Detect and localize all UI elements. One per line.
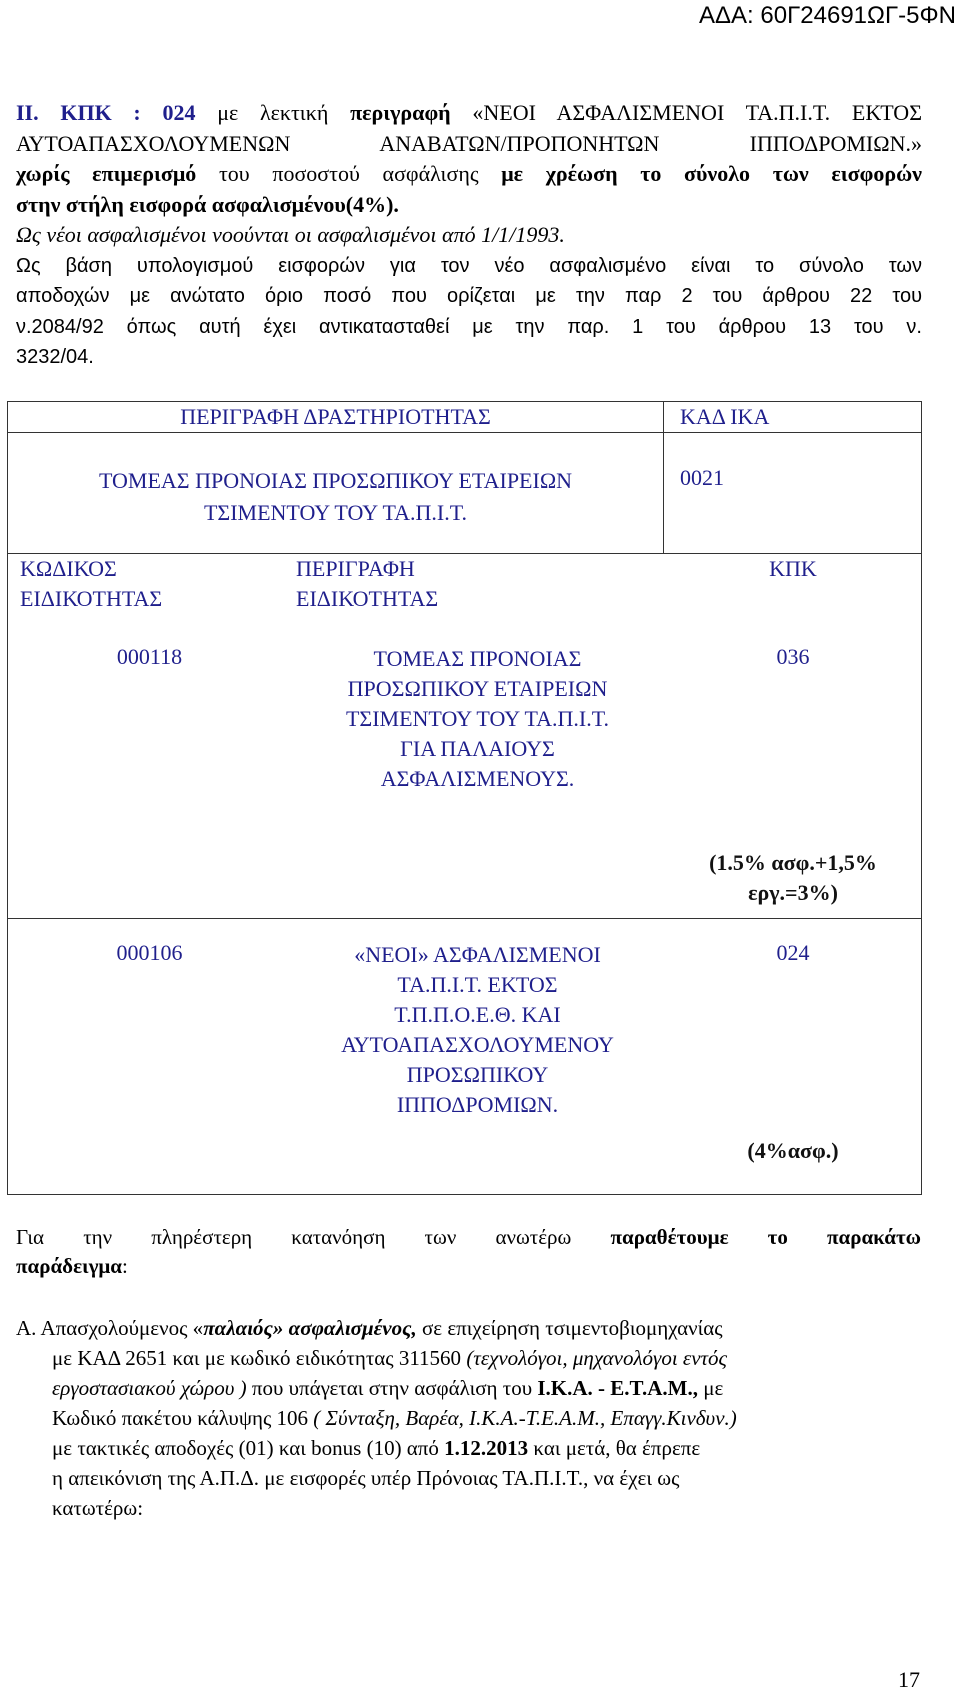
- intro-line-9: 3232/04.: [16, 346, 94, 368]
- intro-line-1: ΙΙ. ΚΠΚ : 024 με λεκτική περιγραφή «ΝΕΟΙ ΑΣΦΑΛΙΣΜΕΝΟΙ ΤΑ.Π.Ι.Τ. ΕΚΤΟΣ: [16, 100, 923, 125]
- kad-value: 0021: [680, 465, 725, 490]
- example-line-7: κατωτέρω:: [52, 1496, 144, 1520]
- row2-kpk: 024: [776, 940, 810, 965]
- example-line-5: με τακτικές αποδοχές (01) και bonus (10) από 1.12.2013 και μετά, θα έπρεπε: [52, 1436, 701, 1460]
- intro-section: [16, 98, 922, 373]
- example-line-2: με ΚΑΔ 2651 και με κωδικό ειδικότητας 311560 (τεχνολόγοι, μηχανολόγοι εντός: [52, 1346, 728, 1370]
- example-line-6: η απεικόνιση της Α.Π.Δ. με εισφορές υπέρ Πρόνοιας ΤΑ.Π.Ι.Τ., να έχει ως: [52, 1466, 680, 1490]
- row1-code: 000118: [116, 644, 183, 669]
- row1-desc: ΤΟΜΕΑΣ ΠΡΟΝΟΙΑΣ ΠΡΟΣΩΠΙΚΟΥ ΕΤΑΙΡΕΙΩΝ ΤΣΙΜΕΝΤΟΥ ΤΟΥ ΤΑ.Π.Ι.Τ. ΓΙΑ ΠΑΛΑΙΟΥΣ ΑΣΦΑΛΙΣΜΕΝΟΥΣ.: [345, 646, 610, 791]
- row2-rate: (4%ασφ.): [747, 1138, 839, 1163]
- row2-desc: «ΝΕΟΙ» ΑΣΦΑΛΙΣΜΕΝΟΙ ΤΑ.Π.Ι.Τ. ΕΚΤΟΣ Τ.Π.Π.Ο.Ε.Θ. ΚΑΙ ΑΥΤΟΑΠΑΣΧΟΛΟΥΜΕΝΟΥ ΠΡΟΣΩΠΙΚΟΥ ΙΠΠΟΔΡΟΜΙΩΝ.: [341, 942, 614, 1117]
- row1-kpk: 036: [776, 644, 810, 669]
- kad-header-cell: [664, 402, 922, 433]
- activity-value: ΤΟΜΕΑΣ ΠΡΟΝΟΙΑΣ ΠΡΟΣΩΠΙΚΟΥ ΕΤΑΙΡΕΙΩΝ ΤΣΙΜΕΝΤΟΥ ΤΟΥ ΤΑ.Π.Ι.Τ.: [98, 468, 573, 525]
- ada-code: ΑΔΑ: 60Γ24691ΩΓ-5ΦΝ: [698, 2, 956, 29]
- example-section: [16, 1313, 921, 1523]
- col-kpk-header: ΚΠΚ: [769, 556, 817, 581]
- row2-code: 000106: [116, 940, 183, 965]
- intro-line-3: χωρίς επιμερισμό του ποσοστού ασφάλισης με χρέωση το σύνολο των εισφορών: [16, 161, 922, 186]
- outro-line-2: παράδειγμα:: [16, 1254, 128, 1278]
- row-divider: [8, 918, 922, 919]
- intro-line-7: αποδοχών με ανώτατο όριο ποσό που ορίζεται με την παρ 2 του άρθρου 22 του: [16, 285, 922, 307]
- activity-table: [7, 401, 922, 1195]
- col-code-header: ΚΩΔΙΚΟΣ ΕΙΔΙΚΟΤΗΤΑΣ: [20, 556, 163, 611]
- specialties-cell: [8, 554, 922, 1195]
- intro-line-6: Ως βάση υπολογισμού εισφορών για τον νέο ασφαλισμένο είναι το σύνολο των: [16, 254, 922, 277]
- intro-line-5: Ως νέοι ασφαλισμένοι νοούνται οι ασφαλισμένοι από 1/1/1993.: [16, 222, 565, 247]
- activity-value-cell: [8, 433, 664, 554]
- example-line-1: Α. Απασχολούμενος «παλαιός» ασφαλισμένος, σε επιχείρηση τσιμεντοβιομηχανίας: [16, 1316, 723, 1340]
- intro-line-2: ΑΥΤΟΑΠΑΣΧΟΛΟΥΜΕΝΩΝ ΑΝΑΒΑΤΩΝ/ΠΡΟΠΟΝΗΤΩΝ ΙΠΠΟΔΡΟΜΙΩΝ.»: [16, 130, 922, 156]
- kad-value-cell: [664, 433, 922, 554]
- kad-header: ΚΑΔ ΙΚΑ: [680, 404, 770, 429]
- row1-rate: (1.5% ασφ.+1,5% εργ.=3%): [709, 850, 877, 905]
- activity-header: ΠΕΡΙΓΡΑΦΗ ΔΡΑΣΤΗΡΙΟΤΗΤΑΣ: [180, 404, 491, 429]
- activity-header-cell: [8, 402, 664, 433]
- example-line-3: εργοστασιακού χώρου ) που υπάγεται στην ασφάλιση του Ι.Κ.Α. - Ε.Τ.Α.Μ., με: [52, 1376, 724, 1400]
- outro-section: [16, 1223, 921, 1281]
- outro-line-1: Για την πληρέστερη κατανόηση των ανωτέρω παραθέτουμε το παρακάτω: [16, 1225, 921, 1249]
- page-number: 17: [898, 1667, 920, 1692]
- intro-line-4: στην στήλη εισφορά ασφαλισμένου(4%).: [16, 191, 399, 217]
- intro-line-8: ν.2084/92 όπως αυτή έχει αντικατασταθεί με την παρ. 1 του άρθρου 13 του ν.: [16, 315, 922, 338]
- col-desc-header: ΠΕΡΙΓΡΑΦΗ ΕΙΔΙΚΟΤΗΤΑΣ: [296, 556, 439, 611]
- example-line-4: Κωδικό πακέτου κάλυψης 106 ( Σύνταξη, Βαρέα, Ι.Κ.Α.-Τ.Ε.Α.Μ., Επαγγ.Κινδυν.): [52, 1406, 737, 1430]
